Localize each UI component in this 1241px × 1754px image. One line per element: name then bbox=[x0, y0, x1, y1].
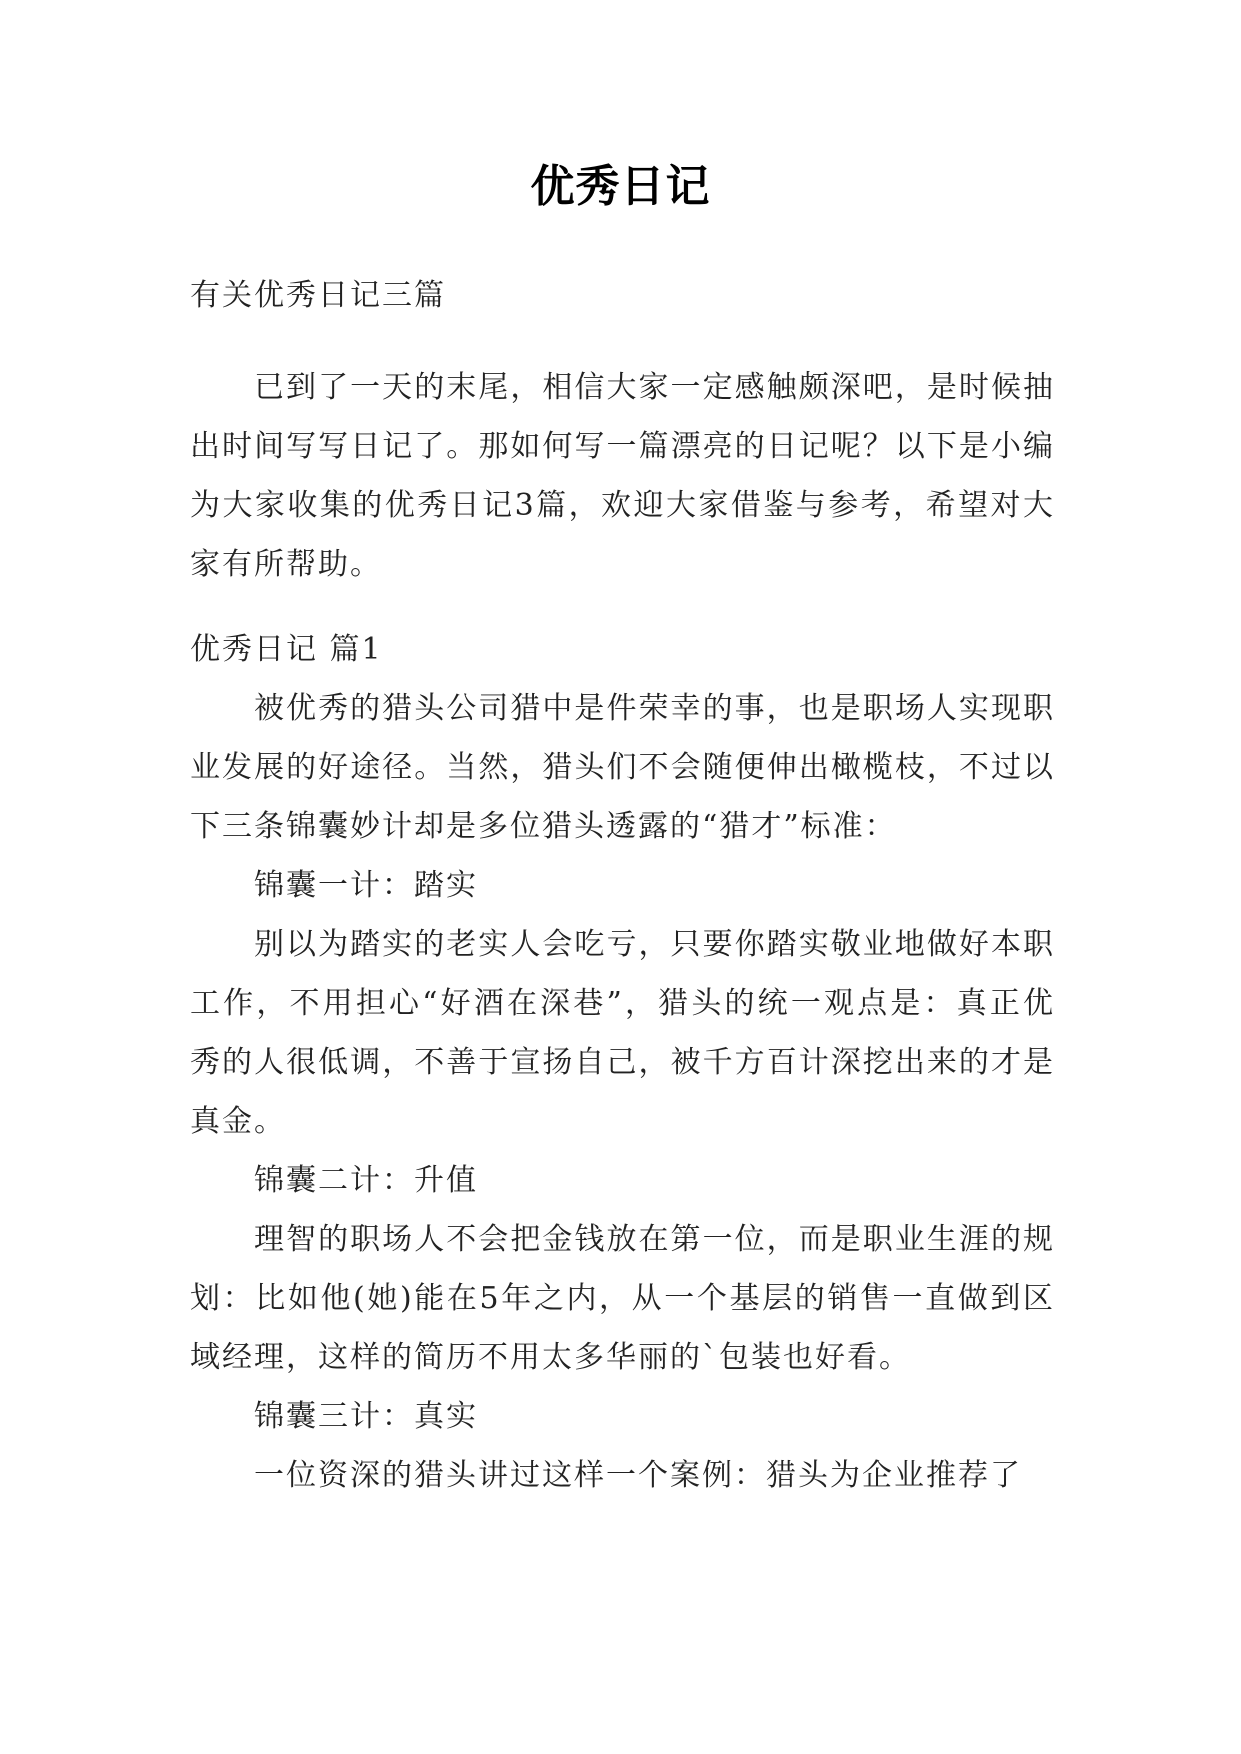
intro-block bbox=[190, 358, 1055, 594]
document-subtitle bbox=[190, 266, 1055, 325]
paragraph: 别以为踏实的老实人会吃亏，只要你踏实敬业地做好本职工作，不用担心“好酒在深巷”，猎头的统一观点是：真正优秀的人很低调，不善于宣扬自己，被千方百计深挖出来的才是真金。 bbox=[190, 927, 1055, 1139]
paragraph: 被优秀的猎头公司猎中是件荣幸的事，也是职场人实现职业发展的好途径。当然，猎头们不会随便伸出橄榄枝，不过以下三条锦囊妙计却是多位猎头透露的“猎才”标准： bbox=[190, 691, 1055, 844]
paragraph: 一位资深的猎头讲过这样一个案例：猎头为企业推荐了 bbox=[254, 1458, 1022, 1493]
tip-heading: 锦囊二计：升值 bbox=[254, 1163, 478, 1198]
section-heading: 优秀日记 篇1 bbox=[190, 632, 383, 667]
subtitle-text: 有关优秀日记三篇 bbox=[190, 278, 446, 313]
document-title: 优秀日记 bbox=[530, 161, 711, 212]
intro-paragraph: 已到了一天的末尾，相信大家一定感触颇深吧，是时候抽出时间写写日记了。那如何写一篇漂亮的日记呢？以下是小编为大家收集的优秀日记3篇，欢迎大家借鉴与参考，希望对大家有所帮助。 bbox=[190, 370, 1055, 582]
paragraph: 理智的职场人不会把金钱放在第一位，而是职业生涯的规划：比如他(她)能在5年之内，从一个基层的销售一直做到区域经理，这样的简历不用太多华丽的`包装也好看。 bbox=[190, 1222, 1055, 1375]
section-block bbox=[190, 620, 1055, 1505]
tip-heading: 锦囊一计：踏实 bbox=[254, 868, 478, 903]
tip-heading: 锦囊三计：真实 bbox=[254, 1399, 478, 1434]
